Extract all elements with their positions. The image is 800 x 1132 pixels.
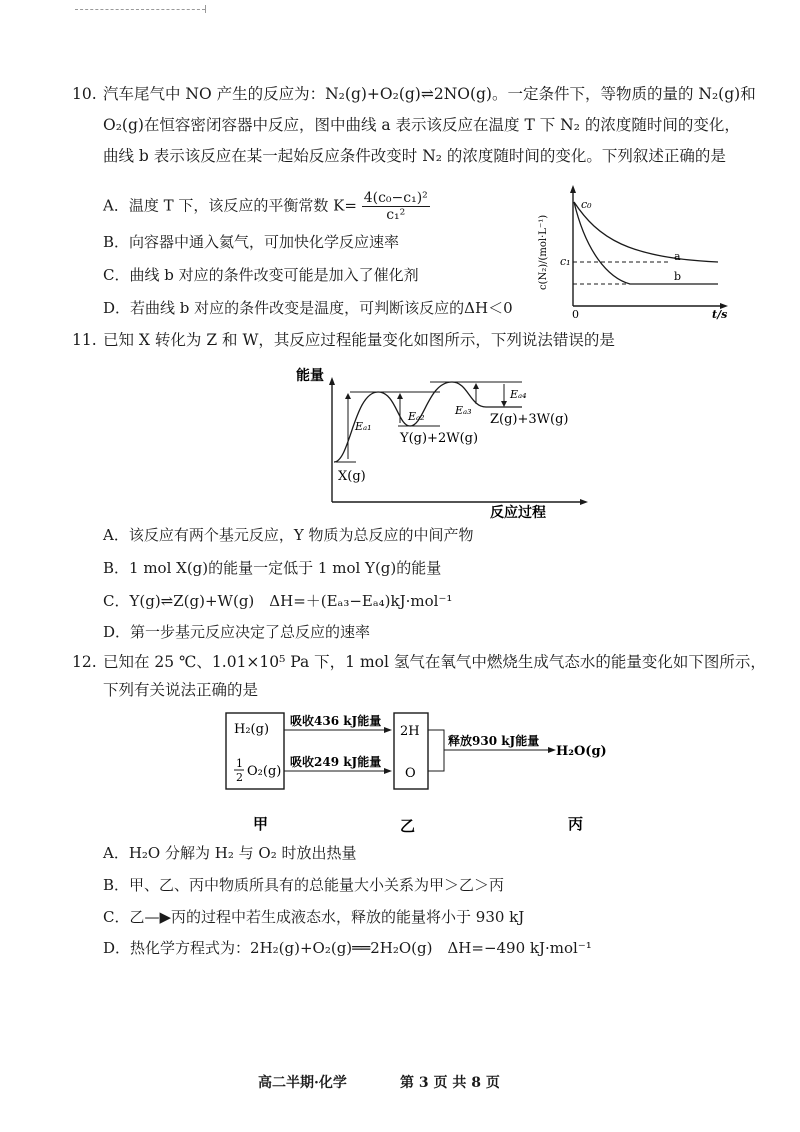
q12-release-arrowhead (548, 747, 556, 753)
q10-number: 10. (72, 85, 97, 103)
q10-curve-b (574, 202, 718, 284)
q12-h2-label: H₂(g) (234, 722, 270, 737)
q12-half-numerator: 1 (236, 757, 243, 770)
q11-option-a: A．该反应有两个基元反应，Y 物质为总反应的中间产物 (103, 526, 474, 544)
q11-energy-label: 能量 (296, 368, 324, 384)
q10-option-d: D．若曲线 b 对应的条件改变是温度，可判断该反应的ΔH＜0 (103, 299, 513, 317)
footer-subject: 高二半期·化学 (258, 1075, 347, 1091)
q12-stem-line1: 已知在 25 ℃、1.01×10⁵ Pa 下，1 mol 氢气在氧气中燃烧生成气态水的能量变化如下图所示， (103, 653, 766, 671)
q10-curve-a (574, 202, 718, 262)
q11-option-b: B．1 mol X(g)的能量一定低于 1 mol Y(g)的能量 (103, 559, 442, 577)
q11-ea4-label: Eₐ₄ (510, 388, 527, 401)
q12-o2-label: O₂(g) (247, 764, 282, 779)
q12-label-jia: 甲 (253, 815, 269, 833)
q10-y-axis-arrow (570, 185, 576, 193)
q11-ea2-label: Eₐ₂ (408, 410, 425, 423)
q10-curve-a-label: a (674, 250, 681, 263)
q10-x-label: t/s (712, 308, 728, 320)
q11-ea3-arrowhead (473, 383, 479, 389)
q12-absorb-h2: 吸收436 kJ能量 (290, 714, 382, 728)
q10-stem-line3: 曲线 b 表示该反应在某一起始反应条件改变时 N₂ 的浓度随时间的变化。下列叙述正确的是 (103, 147, 726, 165)
top-scan-mark (205, 5, 214, 13)
q10-stem-line2: O₂(g)在恒容密闭容器中反应，图中曲线 a 表示该反应在温度 T 下 N₂ 的浓度随时间的变化， (103, 116, 740, 134)
q11-ea3-label: Eₐ₃ (455, 404, 472, 417)
q11-ea1-label: Eₐ₁ (355, 420, 372, 433)
q12-absorb-o2: 吸收249 kJ能量 (290, 755, 382, 769)
q10-c0-label: c₀ (581, 198, 592, 211)
q10-y-label: c(N₂)/(mol·L⁻¹) (538, 214, 549, 290)
q11-number: 11. (72, 331, 97, 349)
q12-option-c: C．乙—▶丙的过程中若生成液态水，释放的能量将小于 930 kJ (103, 908, 525, 926)
q10-option-a-text: A．温度 T 下，该反应的平衡常数 K= (103, 196, 357, 215)
q11-energy-diagram (290, 362, 590, 522)
q11-ea1-arrowhead (345, 393, 351, 399)
q12-o-label: O (405, 766, 416, 781)
q12-stem-line2: 下列有关说法正确的是 (103, 681, 259, 699)
q10-option-a (103, 190, 430, 223)
q10-option-c: C．曲线 b 对应的条件改变可能是加入了催化剂 (103, 266, 419, 284)
q12-label-bing: 丙 (568, 815, 584, 833)
q10-option-a-fraction (362, 190, 430, 223)
q11-ea2-arrowhead (397, 393, 403, 399)
q10-option-a-numerator: 4(c₀−c₁)² (363, 190, 428, 206)
q11-process-label: 反应过程 (490, 505, 546, 521)
q12-number: 12. (72, 653, 97, 671)
q12-bracket (428, 730, 444, 771)
q12-arrow-h2-head (384, 727, 392, 733)
q11-stem: 已知 X 转化为 Z 和 W，其反应过程能量变化如图所示，下列说法错误的是 (103, 331, 615, 349)
q10-stem-line1: 汽车尾气中 NO 产生的反应为：N₂(g)+O₂(g)⇌2NO(g)。一定条件下，等物质的量的 N₂(g)和 (103, 85, 756, 103)
q11-y-axis-arrow (329, 377, 335, 385)
q11-z-species: Z(g)+3W(g) (490, 412, 569, 427)
top-scan-line (75, 9, 205, 10)
q11-x-species: X(g) (338, 469, 366, 484)
q10-origin-label: 0 (572, 308, 579, 320)
q12-arrow-o2-head (384, 768, 392, 774)
q12-option-d: D．热化学方程式为：2H₂(g)+O₂(g)══2H₂O(g) ΔH=−490 kJ·mol⁻¹ (103, 939, 592, 957)
q12-2h-label: 2H (400, 724, 420, 739)
q12-product-label: H₂O(g) (556, 744, 607, 759)
q10-curve-b-label: b (674, 270, 682, 283)
footer-page-number: 第 3 页 共 8 页 (400, 1075, 500, 1091)
q11-option-c: C．Y(g)⇌Z(g)+W(g) ΔH=＋(Eₐ₃−Eₐ₄)kJ·mol⁻¹ (103, 592, 453, 610)
q10-concentration-graph (528, 180, 738, 320)
q12-half-denominator: 2 (236, 771, 243, 784)
q12-energy-flow-diagram (220, 705, 620, 845)
q12-option-a: A．H₂O 分解为 H₂ 与 O₂ 时放出热量 (103, 844, 357, 862)
q11-option-d: D．第一步基元反应决定了总反应的速率 (103, 623, 371, 641)
q11-x-axis-arrow (580, 499, 588, 505)
q12-label-yi: 乙 (400, 817, 416, 835)
q12-release-label: 释放930 kJ能量 (448, 734, 540, 748)
q11-y-species: Y(g)+2W(g) (400, 431, 479, 446)
q10-option-b: B．向容器中通入氦气，可加快化学反应速率 (103, 233, 400, 251)
q10-c1-label: c₁ (560, 255, 571, 268)
q12-option-b: B．甲、乙、丙中物质所具有的总能量大小关系为甲＞乙＞丙 (103, 876, 505, 894)
q11-ea4-arrowhead (501, 401, 507, 407)
q10-option-a-denominator: c₁² (386, 207, 406, 223)
